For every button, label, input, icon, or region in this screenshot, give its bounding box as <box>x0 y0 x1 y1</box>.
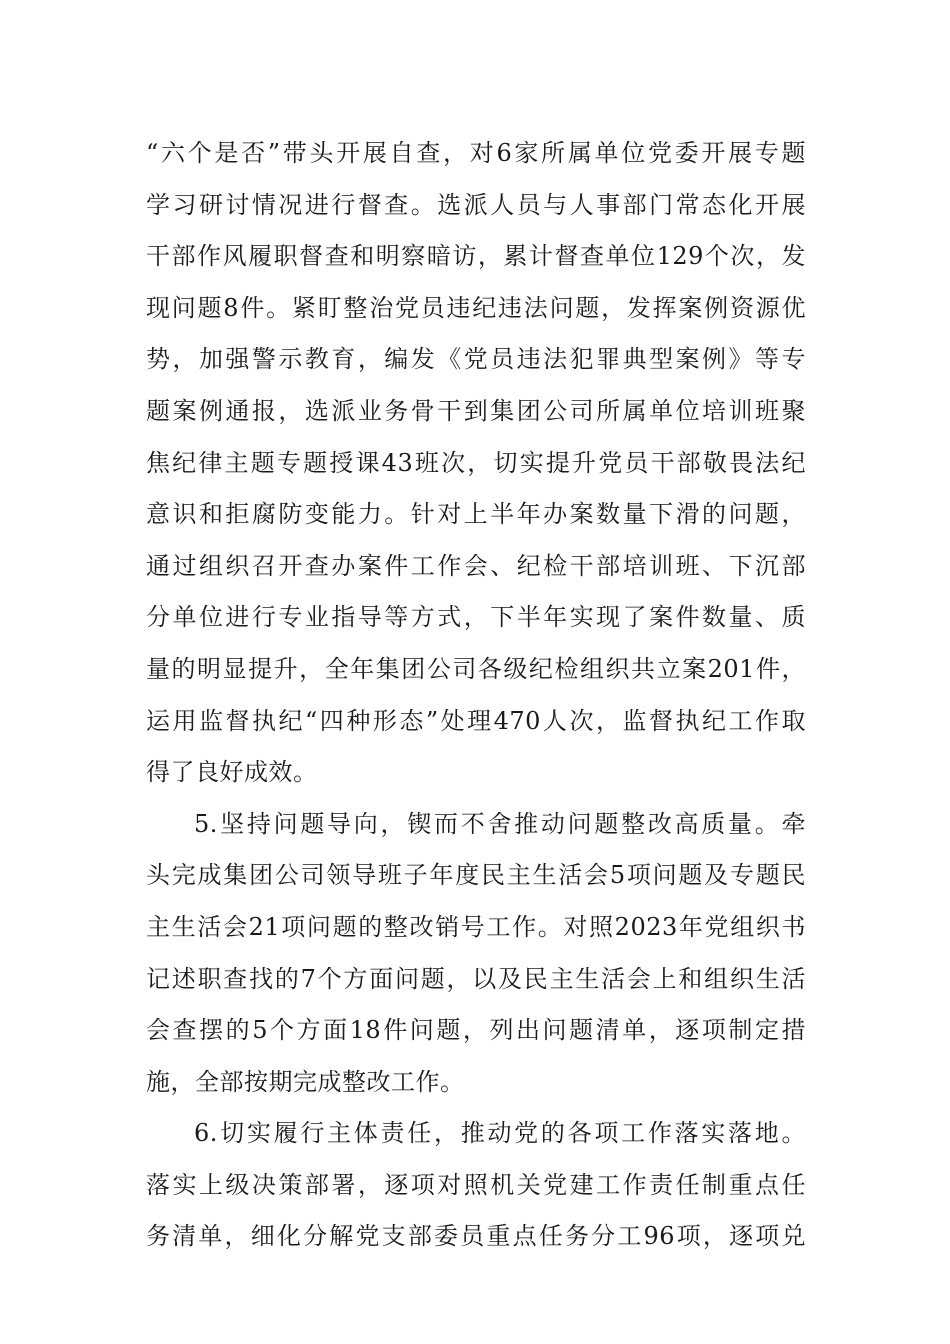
text-line: 头完成集团公司领导班子年度民主生活会5项问题及专题民 <box>146 861 806 890</box>
text-line: 务清单，细化分解党支部委员重点任务分工96项，逐项兑 <box>146 1222 806 1251</box>
text-line: 通过组织召开查办案件工作会、纪检干部培训班、下沉部 <box>146 551 806 580</box>
text-line: “六个是否”带头开展自查，对6家所属单位党委开展专题 <box>146 139 806 167</box>
text-line: 运用监督执纪“四种形态”处理470人次，监督执纪工作取 <box>146 706 806 735</box>
text-line: 量的明显提升，全年集团公司各级纪检组织共立案201件， <box>146 654 806 683</box>
text-line: 5.坚持问题导向，锲而不舍推动问题整改高质量。牵 <box>194 809 806 838</box>
text-line: 会查摆的5个方面18件问题，列出问题清单，逐项制定措 <box>146 1016 806 1045</box>
text-line: 分单位进行专业指导等方式，下半年实现了案件数量、质 <box>146 603 806 632</box>
text-line: 得了良好成效。 <box>146 758 318 787</box>
text-line: 主生活会21项问题的整改销号工作。对照2023年党组织书 <box>146 912 806 941</box>
text-line: 干部作风履职督查和明察暗访，累计督查单位129个次，发 <box>146 242 806 271</box>
text-line: 现问题8件。紧盯整治党员违纪违法问题，发挥案例资源优 <box>146 293 806 322</box>
text-line: 势，加强警示教育，编发《党员违法犯罪典型案例》等专 <box>146 345 806 374</box>
text-line: 记述职查找的7个方面问题，以及民主生活会上和组织生活 <box>146 964 806 993</box>
text-line: 6.切实履行主体责任，推动党的各项工作落实落地。 <box>194 1119 806 1148</box>
text-line: 落实上级决策部署，逐项对照机关党建工作责任制重点任 <box>146 1170 806 1199</box>
text-line: 意识和拒腐防变能力。针对上半年办案数量下滑的问题， <box>146 500 806 529</box>
text-line: 焦纪律主题专题授课43班次，切实提升党员干部敬畏法纪 <box>146 448 806 477</box>
text-line: 题案例通报，选派业务骨干到集团公司所属单位培训班聚 <box>146 396 806 425</box>
text-line: 施，全部按期完成整改工作。 <box>146 1067 465 1096</box>
text-line: 学习研讨情况进行督查。选派人员与人事部门常态化开展 <box>146 190 806 219</box>
body-text <box>146 128 806 1263</box>
